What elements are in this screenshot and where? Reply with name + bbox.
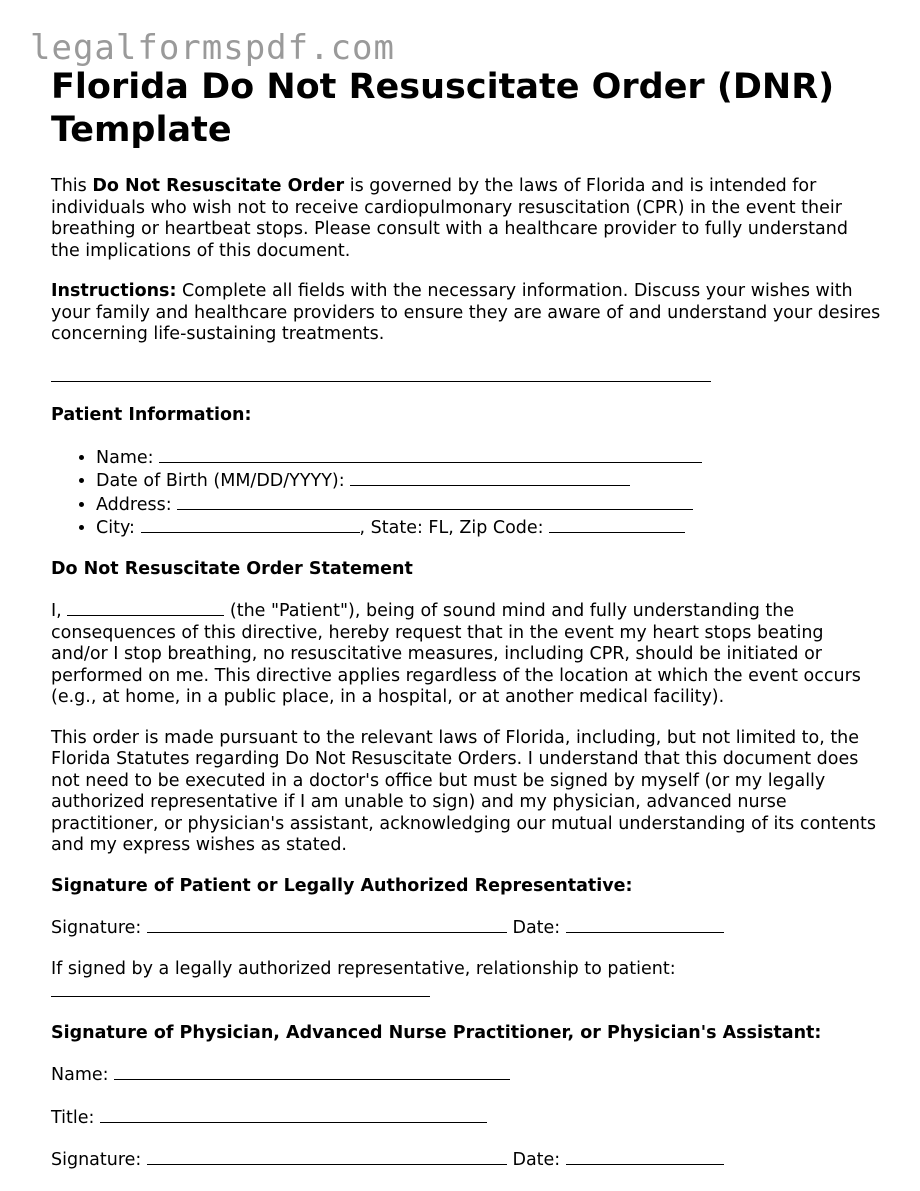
intro-lead: This xyxy=(51,176,93,196)
patient-signature-line xyxy=(51,916,881,940)
patient-date-label: Date: xyxy=(512,918,561,938)
patient-dob-item xyxy=(96,469,881,493)
intro-rest: is governed by the laws of Florida and is intended for individuals who wish not to receive cardiopulmonary resuscitation (CPR) in the event their breathing or heartbeat stops. Please consult with a healthcare provider to fully understand the implications of this document. xyxy=(51,176,848,261)
representative-line xyxy=(51,959,881,1004)
statement-patient-name-field[interactable] xyxy=(67,599,224,616)
patient-signature-heading: Signature of Patient or Legally Authorized Representative: xyxy=(51,875,633,896)
physician-name-line xyxy=(51,1063,881,1087)
patient-address-label: Address: xyxy=(96,494,172,515)
intro-paragraph xyxy=(51,176,881,262)
patient-dob-label: Date of Birth (MM/DD/YYYY): xyxy=(96,471,345,491)
patient-name-field[interactable] xyxy=(159,446,702,463)
patient-info-list xyxy=(51,446,881,540)
patient-info-heading: Patient Information: xyxy=(51,405,252,425)
patient-date-field[interactable] xyxy=(566,916,724,933)
physician-signature-label: Signature: xyxy=(51,1150,142,1170)
physician-title-label: Title: xyxy=(51,1107,95,1128)
intro-bold: Do Not Resuscitate Order xyxy=(92,176,345,196)
instructions-paragraph xyxy=(51,281,881,346)
representative-relationship-field[interactable] xyxy=(51,980,430,997)
physician-name-label: Name: xyxy=(51,1065,109,1085)
page-title: Florida Do Not Resuscitate Order (DNR) Template xyxy=(51,67,835,150)
physician-signature-heading: Signature of Physician, Advanced Nurse Practitioner, or Physician's Assistant: xyxy=(51,1022,822,1043)
section-divider xyxy=(51,365,881,387)
patient-name-item xyxy=(96,446,881,470)
instructions-label: Instructions: xyxy=(51,281,177,301)
patient-name-label: Name: xyxy=(96,447,154,468)
patient-address-field[interactable] xyxy=(177,493,693,510)
statement-rest: (the "Patient"), being of sound mind and fully understanding the consequences of this directive, hereby request that in the event my heart stops beating and/or I stop breathing, no resuscitative measures, including CPR, should be initiated or performed on me. This directive applies regardless of the location at which the event occurs (e.g., at home, in a public place, in a hospital, or at another medical facility). xyxy=(51,601,861,707)
physician-date-label: Date: xyxy=(512,1150,561,1170)
statement-lead: I, xyxy=(51,601,62,621)
physician-signature-line xyxy=(51,1148,881,1172)
patient-zip-field[interactable] xyxy=(549,516,685,533)
statement-heading: Do Not Resuscitate Order Statement xyxy=(51,558,413,579)
statement-paragraph-1 xyxy=(51,599,881,709)
patient-city-label: City: xyxy=(96,518,135,538)
physician-title-field[interactable] xyxy=(100,1106,487,1123)
patient-signature-field[interactable] xyxy=(147,916,507,933)
instructions-text: Complete all fields with the necessary information. Discuss your wishes with your family and healthcare providers to ensure they are aware of and understand your desires concerning life-sustaining treatments. xyxy=(51,281,881,344)
patient-state-label: , State: FL, Zip Code: xyxy=(359,518,544,538)
physician-signature-field[interactable] xyxy=(147,1148,507,1165)
watermark: legalformspdf.com xyxy=(30,28,395,68)
physician-title-line xyxy=(51,1106,881,1130)
statement-paragraph-2: This order is made pursuant to the relevant laws of Florida, including, but not limited to, the Florida Statutes regarding Do Not Resuscitate Orders. I understand that this document does not need to be executed in a doctor's office but must be signed by myself (or my legally authorized representative if I am unable to sign) and my physician, advanced nurse practitioner, or physician's assistant, acknowledging our mutual understanding of its contents and my express wishes as stated. xyxy=(51,727,876,855)
document-body xyxy=(51,176,881,1191)
patient-city-item xyxy=(96,516,881,540)
representative-label: If signed by a legally authorized representative, relationship to patient: xyxy=(51,958,676,979)
patient-address-item xyxy=(96,493,881,517)
patient-dob-field[interactable] xyxy=(350,469,630,486)
physician-name-field[interactable] xyxy=(114,1063,510,1080)
physician-date-field[interactable] xyxy=(566,1148,724,1165)
patient-city-field[interactable] xyxy=(141,516,360,533)
patient-signature-label: Signature: xyxy=(51,918,142,938)
